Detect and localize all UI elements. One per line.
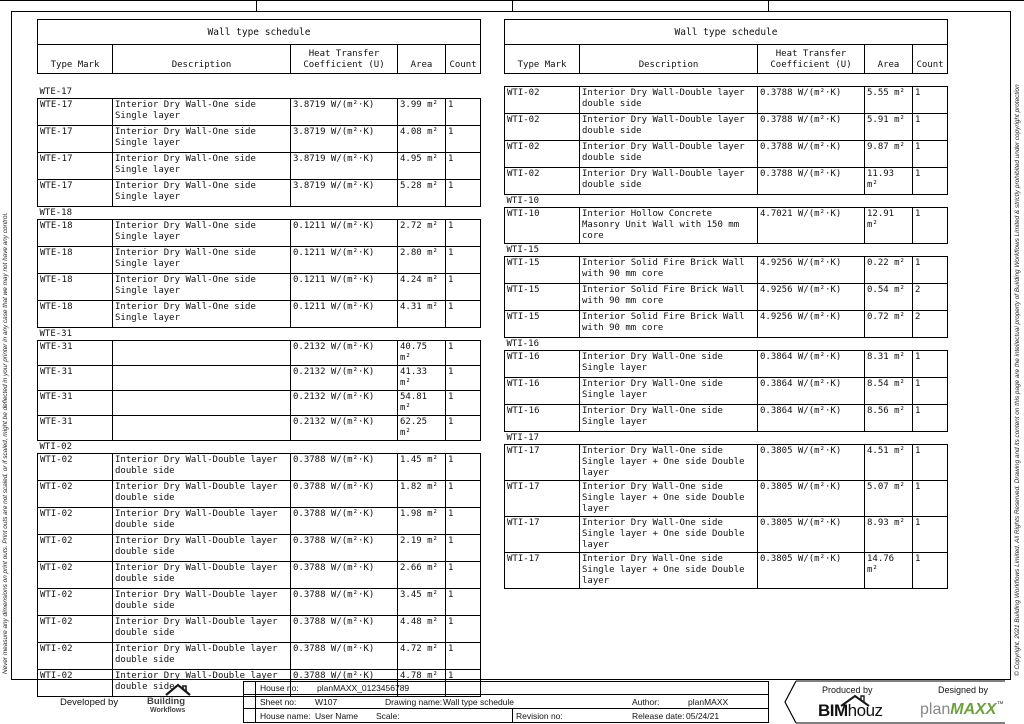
cell-type-mark: WTI-02 — [38, 454, 113, 481]
schedule-title: Wall type schedule — [505, 20, 948, 45]
cell-count: 1 — [446, 416, 481, 441]
cell-area: 2.80 m² — [398, 247, 446, 274]
cell-description: Interior Dry Wall-Double layer double side — [113, 670, 291, 697]
header-area: Area — [398, 45, 446, 74]
cell-heat-transfer: 0.3788 W/(m²·K) — [291, 643, 398, 670]
planmaxx-logo-maxx: MAXX — [950, 701, 997, 718]
cell-heat-transfer: 0.3788 W/(m²·K) — [291, 508, 398, 535]
cell-heat-transfer: 3.8719 W/(m²·K) — [291, 126, 398, 153]
table-row — [505, 141, 948, 168]
tb-frame-mid2 — [243, 708, 768, 709]
cell-type-mark: WTE-17 — [38, 153, 113, 180]
bimhouz-logo-houz: houz — [847, 701, 883, 720]
group-header: WTI-16 — [505, 338, 948, 351]
cell-count: 1 — [446, 153, 481, 180]
cell-area: 4.08 m² — [398, 126, 446, 153]
cell-heat-transfer: 0.3788 W/(m²·K) — [291, 535, 398, 562]
cell-description: Interior Dry Wall-One side Single layer — [580, 351, 758, 378]
cell-count: 1 — [913, 553, 948, 589]
table-row — [38, 126, 481, 153]
schedule-title: Wall type schedule — [38, 20, 481, 45]
cell-area: 5.28 m² — [398, 180, 446, 207]
cell-heat-transfer: 3.8719 W/(m²·K) — [291, 99, 398, 126]
cell-area: 2.66 m² — [398, 562, 446, 589]
cell-count: 1 — [913, 168, 948, 195]
group-header: WTI-02 — [38, 441, 481, 454]
cell-area: 5.07 m² — [865, 481, 913, 517]
cell-heat-transfer: 0.1211 W/(m²·K) — [291, 301, 398, 328]
table-row — [505, 481, 948, 517]
cell-area: 1.98 m² — [398, 508, 446, 535]
cell-description: Interior Dry Wall-One side Single layer + One side Double layer — [580, 553, 758, 589]
cell-count: 1 — [446, 508, 481, 535]
schedule-title-row — [505, 20, 948, 45]
cell-area: 2.72 m² — [398, 220, 446, 247]
table-row — [38, 274, 481, 301]
cell-description: Interior Dry Wall-Double layer double side — [580, 114, 758, 141]
cell-heat-transfer: 3.8719 W/(m²·K) — [291, 180, 398, 207]
group-header: WTI-17 — [505, 432, 948, 445]
table-row — [505, 168, 948, 195]
cell-heat-transfer: 0.3805 W/(m²·K) — [758, 445, 865, 481]
table-row — [38, 153, 481, 180]
tb-frame-right — [768, 681, 769, 723]
header-count: Count — [913, 45, 948, 74]
cell-area: 62.25 m² — [398, 416, 446, 441]
cell-type-mark: WTE-31 — [38, 341, 113, 366]
cell-description: Interior Dry Wall-One side Single layer — [113, 180, 291, 207]
cell-description: Interior Dry Wall-Double layer double side — [113, 589, 291, 616]
cell-description: Interior Solid Fire Brick Wall with 90 mm core — [580, 284, 758, 311]
right-copyright-note: © Copyright, 2021 Building Workflows Limited. All Rights Reserved. Drawing and its content on this page are the intellectual property of Building Workflows Limited & strictly prohibited under copyright protection — [1014, 84, 1021, 676]
table-row — [505, 445, 948, 481]
header-description: Description — [113, 45, 291, 74]
cell-type-mark: WTE-31 — [38, 366, 113, 391]
header-count: Count — [446, 45, 481, 74]
cell-description: Interior Dry Wall-One side Single layer + One side Double layer — [580, 517, 758, 553]
cell-type-mark: WTI-16 — [505, 405, 580, 432]
dev-logo-line1: Building — [147, 696, 185, 707]
table-row — [38, 481, 481, 508]
cell-heat-transfer: 0.1211 W/(m²·K) — [291, 274, 398, 301]
planmaxx-logo-tm: ™ — [996, 701, 1004, 708]
border-right — [1010, 11, 1011, 679]
header-area: Area — [865, 45, 913, 74]
produced-by-label: Produced by — [822, 685, 873, 695]
cell-description: Interior Solid Fire Brick Wall with 90 mm core — [580, 311, 758, 338]
drawing-name-label: Drawing name: — [385, 697, 443, 707]
house-name-value: User Name — [315, 711, 358, 721]
house-no-label: House no: — [260, 683, 299, 693]
cell-heat-transfer: 4.7021 W/(m²·K) — [758, 208, 865, 244]
cell-description: Interior Dry Wall-Double layer double side — [580, 141, 758, 168]
cell-type-mark: WTI-02 — [38, 643, 113, 670]
cell-type-mark: WTE-18 — [38, 247, 113, 274]
cell-count: 1 — [446, 670, 481, 697]
table-row — [505, 405, 948, 432]
cell-description: Interior Dry Wall-One side Single layer — [113, 126, 291, 153]
tb-frame-bottom — [243, 722, 768, 723]
schedule-spacer — [505, 74, 948, 87]
author-value: planMAXX — [688, 697, 729, 707]
header-description: Description — [580, 45, 758, 74]
cell-heat-transfer: 0.2132 W/(m²·K) — [291, 341, 398, 366]
cell-area: 12.91 m² — [865, 208, 913, 244]
cell-type-mark: WTE-18 — [38, 301, 113, 328]
cell-description: Interior Dry Wall-Double layer double side — [113, 454, 291, 481]
group-header: WTE-17 — [38, 86, 481, 99]
bimhouz-logo — [818, 701, 883, 721]
header-heat-transfer: Heat Transfer Coefficient (U) — [758, 45, 865, 74]
sheet-no-label: Sheet no: — [260, 697, 297, 707]
table-row — [505, 208, 948, 244]
cell-count: 1 — [446, 301, 481, 328]
cell-area: 8.54 m² — [865, 378, 913, 405]
group-header: WTI-10 — [505, 195, 948, 208]
cell-type-mark: WTI-02 — [505, 114, 580, 141]
tb-frame-mid1 — [243, 694, 768, 695]
cell-type-mark: WTI-17 — [505, 553, 580, 589]
cell-area: 8.56 m² — [865, 405, 913, 432]
schedule-table — [37, 19, 481, 697]
cell-heat-transfer: 0.3788 W/(m²·K) — [291, 454, 398, 481]
cell-heat-transfer: 3.8719 W/(m²·K) — [291, 153, 398, 180]
cell-area: 0.22 m² — [865, 257, 913, 284]
cell-count: 1 — [913, 208, 948, 244]
group-header-row — [38, 207, 481, 220]
group-header: WTE-31 — [38, 328, 481, 341]
table-row — [505, 553, 948, 589]
cell-area: 14.76 m² — [865, 553, 913, 589]
cell-description: Interior Dry Wall-Double layer double side — [113, 616, 291, 643]
table-row — [38, 508, 481, 535]
cell-area: 5.91 m² — [865, 114, 913, 141]
cell-count: 1 — [446, 274, 481, 301]
tb-col-b — [512, 708, 513, 723]
cell-area: 4.78 m² — [398, 670, 446, 697]
cell-description — [113, 366, 291, 391]
cell-heat-transfer: 0.3788 W/(m²·K) — [291, 670, 398, 697]
schedule-table — [504, 19, 948, 589]
cell-count: 1 — [446, 616, 481, 643]
table-row — [38, 416, 481, 441]
cell-count: 1 — [446, 180, 481, 207]
cell-description: Interior Dry Wall-One side Single layer + One side Double layer — [580, 445, 758, 481]
author-label: Author: — [632, 697, 660, 707]
group-header: WTE-18 — [38, 207, 481, 220]
cell-description: Interior Dry Wall-One side Single layer — [580, 405, 758, 432]
cell-description: Interior Dry Wall-One side Single layer — [113, 220, 291, 247]
table-row — [505, 351, 948, 378]
tb-frame-top — [243, 681, 768, 682]
planmaxx-logo-plan: plan — [920, 701, 951, 718]
table-row — [38, 589, 481, 616]
cell-heat-transfer: 0.3788 W/(m²·K) — [758, 168, 865, 195]
border-left — [11, 11, 12, 679]
table-row — [38, 454, 481, 481]
cell-heat-transfer: 0.3864 W/(m²·K) — [758, 351, 865, 378]
cell-heat-transfer: 0.2132 W/(m²·K) — [291, 366, 398, 391]
cell-heat-transfer: 0.3788 W/(m²·K) — [291, 562, 398, 589]
cell-area: 40.75 m² — [398, 341, 446, 366]
cell-type-mark: WTI-10 — [505, 208, 580, 244]
cell-type-mark: WTE-17 — [38, 99, 113, 126]
cell-count: 1 — [446, 481, 481, 508]
cell-area: 3.99 m² — [398, 99, 446, 126]
cell-count: 2 — [913, 311, 948, 338]
cell-count: 1 — [446, 341, 481, 366]
table-row — [38, 366, 481, 391]
group-header-row — [38, 441, 481, 454]
cell-description: Interior Dry Wall-Double layer double side — [113, 508, 291, 535]
table-row — [505, 311, 948, 338]
schedule-spacer-cell — [505, 74, 948, 87]
release-date-label: Release date: — [632, 711, 685, 721]
cell-type-mark: WTI-02 — [38, 535, 113, 562]
cell-count: 1 — [913, 481, 948, 517]
planmaxx-logo — [920, 701, 1003, 719]
wall-schedule-left — [37, 19, 480, 697]
schedule-spacer — [38, 74, 481, 87]
cell-description: Interior Dry Wall-Double layer double side — [113, 535, 291, 562]
cell-heat-transfer: 4.9256 W/(m²·K) — [758, 284, 865, 311]
cell-count: 1 — [446, 643, 481, 670]
cell-type-mark: WTI-15 — [505, 311, 580, 338]
cell-count: 2 — [913, 284, 948, 311]
header-type-mark: Type Mark — [505, 45, 580, 74]
cell-type-mark: WTI-02 — [38, 481, 113, 508]
group-header-row — [505, 195, 948, 208]
cell-area: 4.95 m² — [398, 153, 446, 180]
release-date-value: 05/24/21 — [686, 711, 720, 721]
table-row — [38, 301, 481, 328]
cell-count: 1 — [913, 351, 948, 378]
cell-count: 1 — [446, 99, 481, 126]
left-disclaimer-note: Never measure any dimensions on print outs. Print outs are not scaled, or if scaled, might be deflected in your printer in any case that we may not have any control. — [2, 212, 9, 674]
cell-count: 1 — [913, 114, 948, 141]
cell-area: 0.72 m² — [865, 311, 913, 338]
cell-type-mark: WTI-17 — [505, 481, 580, 517]
group-header-row — [505, 432, 948, 445]
cell-area: 9.87 m² — [865, 141, 913, 168]
table-row — [505, 257, 948, 284]
table-row — [38, 643, 481, 670]
cell-count: 1 — [446, 562, 481, 589]
cell-description: Interior Dry Wall-Double layer double side — [580, 87, 758, 114]
cell-description: Interior Hollow Concrete Masonry Unit Wall with 150 mm core — [580, 208, 758, 244]
table-row — [38, 180, 481, 207]
cell-area: 0.54 m² — [865, 284, 913, 311]
cell-area: 1.45 m² — [398, 454, 446, 481]
cell-description — [113, 341, 291, 366]
cell-heat-transfer: 4.9256 W/(m²·K) — [758, 257, 865, 284]
schedule-spacer-cell — [38, 74, 481, 87]
border-top — [11, 11, 1011, 12]
cell-heat-transfer: 0.3788 W/(m²·K) — [758, 141, 865, 168]
cell-type-mark: WTE-17 — [38, 180, 113, 207]
scale-label: Scale: — [376, 711, 400, 721]
table-row — [38, 562, 481, 589]
cell-description: Interior Dry Wall-Double layer double side — [113, 562, 291, 589]
cell-type-mark: WTI-02 — [38, 616, 113, 643]
cell-heat-transfer: 0.1211 W/(m²·K) — [291, 220, 398, 247]
schedule-header-row — [38, 45, 481, 74]
cell-heat-transfer: 0.2132 W/(m²·K) — [291, 391, 398, 416]
top-tick-3 — [768, 0, 769, 11]
cell-count: 1 — [446, 366, 481, 391]
table-row — [38, 247, 481, 274]
table-row — [505, 114, 948, 141]
cell-count: 1 — [446, 535, 481, 562]
cell-description: Interior Dry Wall-Double layer double side — [113, 481, 291, 508]
developed-by-label: Developed by — [60, 697, 119, 708]
group-header-row — [38, 86, 481, 99]
table-row — [505, 87, 948, 114]
drawing-name-value: Wall type schedule — [443, 697, 515, 707]
top-tick-2 — [512, 0, 513, 11]
table-row — [38, 535, 481, 562]
cell-count: 1 — [913, 87, 948, 114]
cell-type-mark: WTE-17 — [38, 126, 113, 153]
cell-area: 54.81 m² — [398, 391, 446, 416]
cell-heat-transfer: 0.3864 W/(m²·K) — [758, 378, 865, 405]
cell-description: Interior Dry Wall-One side Single layer — [113, 301, 291, 328]
cell-type-mark: WTI-02 — [505, 168, 580, 195]
cell-area: 1.82 m² — [398, 481, 446, 508]
sheet-no-value: W107 — [315, 697, 338, 707]
table-row — [38, 99, 481, 126]
cell-type-mark: WTI-16 — [505, 351, 580, 378]
top-tick-1 — [256, 0, 257, 11]
cell-type-mark: WTI-02 — [38, 562, 113, 589]
designed-by-label: Designed by — [938, 685, 989, 695]
cell-area: 5.55 m² — [865, 87, 913, 114]
table-row — [38, 616, 481, 643]
cell-area: 4.24 m² — [398, 274, 446, 301]
cell-count: 1 — [913, 517, 948, 553]
cell-heat-transfer: 0.3788 W/(m²·K) — [758, 87, 865, 114]
cell-description: Interior Dry Wall-One side Single layer — [113, 247, 291, 274]
cell-type-mark: WTI-02 — [38, 508, 113, 535]
cell-area: 4.51 m² — [865, 445, 913, 481]
cell-description — [113, 416, 291, 441]
cell-count: 1 — [913, 405, 948, 432]
cell-type-mark: WTI-15 — [505, 284, 580, 311]
header-type-mark: Type Mark — [38, 45, 113, 74]
cell-count: 1 — [913, 378, 948, 405]
house-no-value: planMAXX_0123456789 — [317, 683, 410, 693]
cell-description: Interior Solid Fire Brick Wall with 90 mm core — [580, 257, 758, 284]
group-header: WTI-15 — [505, 244, 948, 257]
cell-type-mark: WTE-18 — [38, 220, 113, 247]
cell-count: 1 — [446, 126, 481, 153]
cell-type-mark: WTI-17 — [505, 517, 580, 553]
cell-count: 1 — [913, 445, 948, 481]
cell-area: 4.48 m² — [398, 616, 446, 643]
cell-area: 11.93 m² — [865, 168, 913, 195]
cell-description — [113, 391, 291, 416]
cell-heat-transfer: 0.3788 W/(m²·K) — [291, 481, 398, 508]
cell-type-mark: WTI-02 — [38, 670, 113, 697]
cell-type-mark: WTI-02 — [38, 589, 113, 616]
group-header-row — [505, 338, 948, 351]
table-row — [38, 220, 481, 247]
cell-count: 1 — [913, 257, 948, 284]
cell-heat-transfer: 4.9256 W/(m²·K) — [758, 311, 865, 338]
cell-description: Interior Dry Wall-One side Single layer — [580, 378, 758, 405]
cell-area: 4.72 m² — [398, 643, 446, 670]
cell-heat-transfer: 0.3788 W/(m²·K) — [758, 114, 865, 141]
cell-heat-transfer: 0.3788 W/(m²·K) — [291, 616, 398, 643]
cell-heat-transfer: 0.3805 W/(m²·K) — [758, 553, 865, 589]
cell-area: 41.33 m² — [398, 366, 446, 391]
table-row — [505, 378, 948, 405]
cell-count: 1 — [446, 391, 481, 416]
cell-count: 1 — [446, 247, 481, 274]
cell-type-mark: WTI-16 — [505, 378, 580, 405]
cell-area: 4.31 m² — [398, 301, 446, 328]
table-row — [505, 517, 948, 553]
wall-schedule-right — [504, 19, 947, 589]
table-row — [505, 284, 948, 311]
cell-type-mark: WTI-15 — [505, 257, 580, 284]
dev-logo-line2: Workflows — [150, 707, 186, 714]
revision-label: Revision no: — [516, 711, 563, 721]
schedule-title-row — [38, 20, 481, 45]
cell-area: 2.19 m² — [398, 535, 446, 562]
group-header-row — [505, 244, 948, 257]
cell-area: 8.93 m² — [865, 517, 913, 553]
cell-description: Interior Dry Wall-One side Single layer — [113, 153, 291, 180]
cell-heat-transfer: 0.3788 W/(m²·K) — [291, 589, 398, 616]
cell-description: Interior Dry Wall-One side Single layer + One side Double layer — [580, 481, 758, 517]
cell-heat-transfer: 0.3805 W/(m²·K) — [758, 517, 865, 553]
cell-description: Interior Dry Wall-One side Single layer — [113, 274, 291, 301]
cell-heat-transfer: 0.2132 W/(m²·K) — [291, 416, 398, 441]
cell-type-mark: WTE-31 — [38, 416, 113, 441]
table-row — [38, 341, 481, 366]
cell-count: 1 — [446, 589, 481, 616]
schedule-header-row — [505, 45, 948, 74]
table-row — [38, 391, 481, 416]
cell-description: Interior Dry Wall-Double layer double side — [580, 168, 758, 195]
bimhouz-logo-bim: BIM — [818, 701, 848, 720]
cell-type-mark: WTE-31 — [38, 391, 113, 416]
header-heat-transfer: Heat Transfer Coefficient (U) — [291, 45, 398, 74]
tb-frame-left — [243, 681, 244, 723]
house-name-label: House name: — [260, 711, 311, 721]
cell-count: 1 — [913, 141, 948, 168]
cell-count: 1 — [446, 220, 481, 247]
cell-heat-transfer: 0.3864 W/(m²·K) — [758, 405, 865, 432]
cell-type-mark: WTE-18 — [38, 274, 113, 301]
cell-type-mark: WTI-02 — [505, 87, 580, 114]
group-header-row — [38, 328, 481, 341]
cell-heat-transfer: 0.1211 W/(m²·K) — [291, 247, 398, 274]
cell-description: Interior Dry Wall-Double layer double side — [113, 643, 291, 670]
cell-type-mark: WTI-02 — [505, 141, 580, 168]
cell-heat-transfer: 0.3805 W/(m²·K) — [758, 481, 865, 517]
cell-count: 1 — [446, 454, 481, 481]
cell-description: Interior Dry Wall-One side Single layer — [113, 99, 291, 126]
cell-area: 8.31 m² — [865, 351, 913, 378]
cell-area: 3.45 m² — [398, 589, 446, 616]
cell-type-mark: WTI-17 — [505, 445, 580, 481]
tb-col-a — [255, 681, 256, 723]
